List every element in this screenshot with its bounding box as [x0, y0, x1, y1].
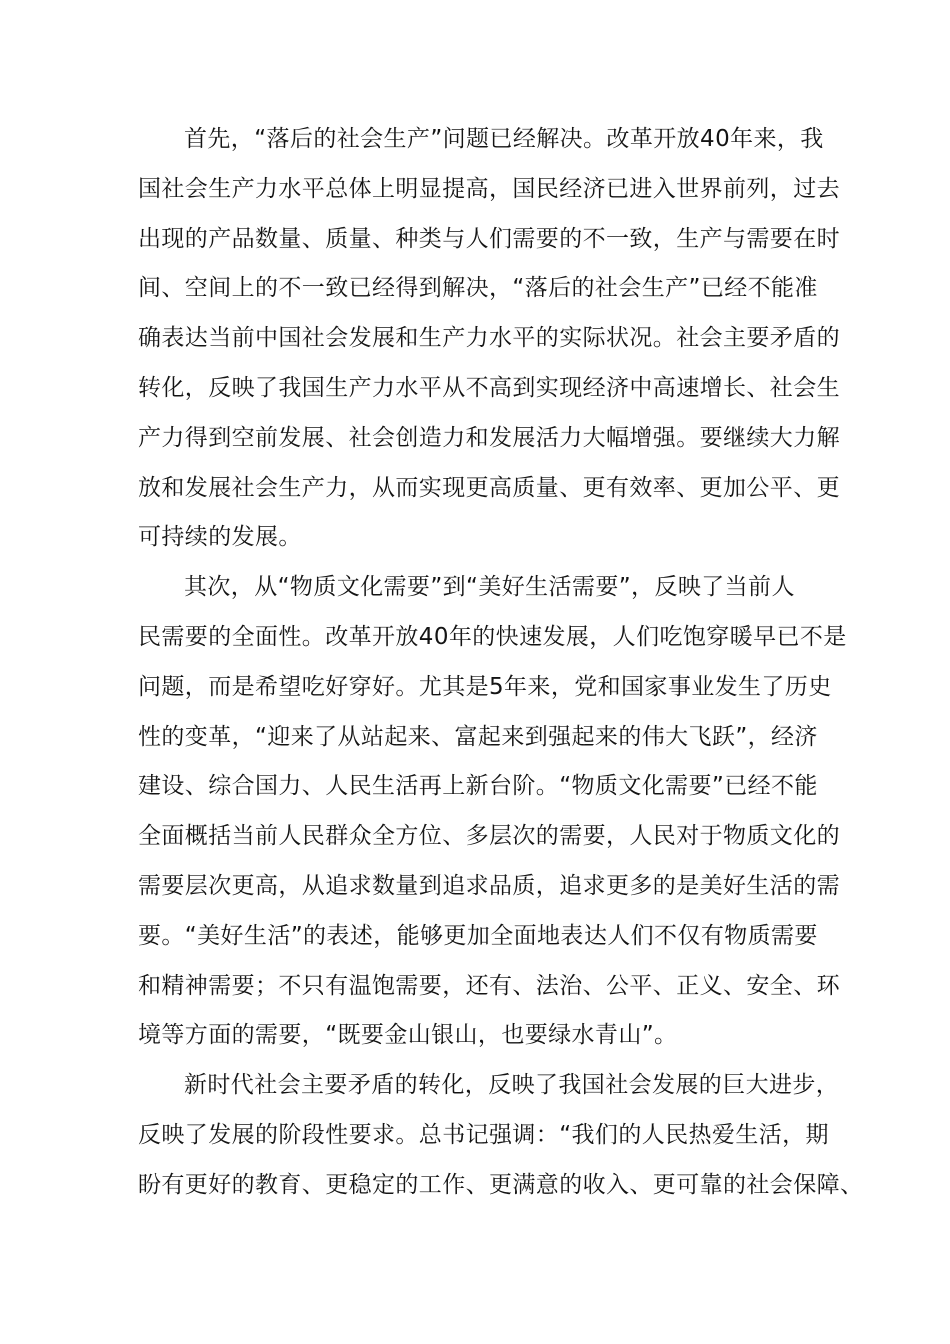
text-line: 民需要的全面性。改革开放40年的快速发展，人们吃饱穿暖早已不是 — [138, 623, 847, 650]
text-line: 全面概括当前人民群众全方位、多层次的需要，人民对于物质文化的 — [138, 823, 840, 850]
text-line: 放和发展社会生产力，从而实现更高质量、更有效率、更加公平、更 — [138, 474, 840, 501]
text-line: 要。“美好生活”的表述，能够更加全面地表达人们不仅有物质需要 — [138, 922, 818, 949]
text-line: 出现的产品数量、质量、种类与人们需要的不一致，生产与需要在时 — [138, 225, 840, 252]
text-line: 产力得到空前发展、社会创造力和发展活力大幅增强。要继续大力解 — [138, 424, 840, 451]
text-line: 新时代社会主要矛盾的转化，反映了我国社会发展的巨大进步， — [184, 1072, 840, 1099]
text-line: 可持续的发展。 — [138, 524, 302, 551]
paragraph-2 — [138, 563, 847, 1061]
text-line: 其次，从“物质文化需要”到“美好生活需要”，反映了当前人 — [184, 574, 795, 601]
text-line: 问题，而是希望吃好穿好。尤其是5年来，党和国家事业发生了历史 — [138, 673, 832, 700]
text-line: 性的变革，“迎来了从站起来、富起来到强起来的伟大飞跃”，经济 — [138, 723, 818, 750]
text-line: 转化，反映了我国生产力水平从不高到实现经济中高速增长、社会生 — [138, 374, 840, 401]
text-line: 间、空间上的不一致已经得到解决，“落后的社会生产”已经不能准 — [138, 275, 818, 302]
text-line: 盼有更好的教育、更稳定的工作、更满意的收入、更可靠的社会保障、 — [138, 1171, 864, 1198]
paragraph-3 — [138, 1061, 864, 1210]
text-line: 需要层次更高，从追求数量到追求品质，追求更多的是美好生活的需 — [138, 872, 840, 899]
text-line: 首先，“落后的社会生产”问题已经解决。改革开放40年来，我 — [184, 126, 824, 152]
text-line: 境等方面的需要，“既要金山银山，也要绿水青山”。 — [138, 1022, 678, 1049]
text-line: 国社会生产力水平总体上明显提高，国民经济已进入世界前列，过去 — [138, 175, 840, 202]
text-line: 反映了发展的阶段性要求。总书记强调：“我们的人民热爱生活，期 — [138, 1121, 829, 1148]
text-line: 和精神需要；不只有温饱需要，还有、法治、公平、正义、安全、环 — [138, 972, 840, 999]
text-line: 建设、综合国力、人民生活再上新台阶。“物质文化需要”已经不能 — [138, 773, 818, 800]
text-line: 确表达当前中国社会发展和生产力水平的实际状况。社会主要矛盾的 — [138, 325, 840, 352]
document-body — [138, 115, 864, 1211]
paragraph-1 — [138, 115, 838, 563]
